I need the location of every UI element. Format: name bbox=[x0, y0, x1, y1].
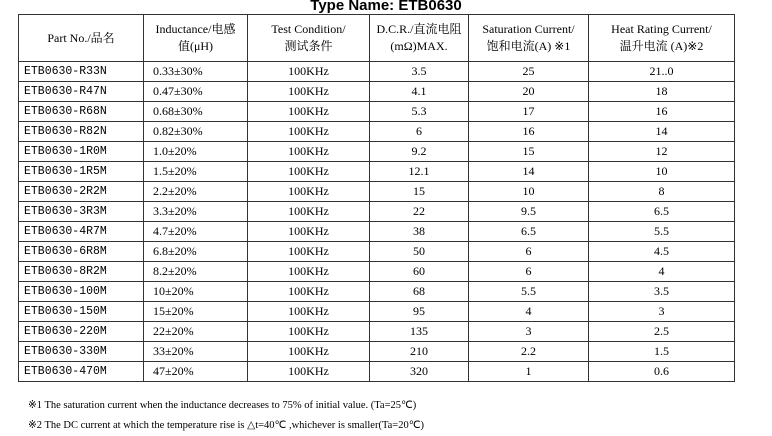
cell-part-no: ETB0630-100M bbox=[19, 282, 144, 302]
cell-inductance: 1.5±20% bbox=[144, 162, 248, 182]
cell-heat-rating-current: 1.5 bbox=[589, 342, 735, 362]
cell-dcr: 60 bbox=[370, 262, 469, 282]
cell-test-condition: 100KHz bbox=[248, 342, 370, 362]
cell-test-condition: 100KHz bbox=[248, 182, 370, 202]
header-heat-rating-current-line2: 温升电流 (A)※2 bbox=[619, 39, 704, 53]
cell-heat-rating-current: 2.5 bbox=[589, 322, 735, 342]
cell-inductance: 0.47±30% bbox=[144, 82, 248, 102]
cell-heat-rating-current: 8 bbox=[589, 182, 735, 202]
cell-saturation-current: 5.5 bbox=[469, 282, 589, 302]
page-title: Type Name: ETB0630 bbox=[310, 0, 462, 14]
table-row bbox=[19, 302, 735, 322]
cell-part-no: ETB0630-R33N bbox=[19, 62, 144, 82]
cell-part-no: ETB0630-1R5M bbox=[19, 162, 144, 182]
table-row bbox=[19, 202, 735, 222]
cell-saturation-current: 2.2 bbox=[469, 342, 589, 362]
cell-inductance: 15±20% bbox=[144, 302, 248, 322]
cell-inductance: 22±20% bbox=[144, 322, 248, 342]
cell-test-condition: 100KHz bbox=[248, 142, 370, 162]
table-header-row bbox=[19, 15, 735, 62]
cell-dcr: 3.5 bbox=[370, 62, 469, 82]
table-row bbox=[19, 282, 735, 302]
cell-test-condition: 100KHz bbox=[248, 262, 370, 282]
table-row bbox=[19, 222, 735, 242]
cell-test-condition: 100KHz bbox=[248, 102, 370, 122]
cell-saturation-current: 14 bbox=[469, 162, 589, 182]
header-inductance-line2: 值(μH) bbox=[177, 39, 214, 53]
cell-dcr: 15 bbox=[370, 182, 469, 202]
header-heat-rating-current-line1: Heat Rating Current/ bbox=[611, 22, 712, 36]
cell-saturation-current: 6 bbox=[469, 262, 589, 282]
cell-saturation-current: 20 bbox=[469, 82, 589, 102]
cell-heat-rating-current: 12 bbox=[589, 142, 735, 162]
cell-heat-rating-current: 4 bbox=[589, 262, 735, 282]
footnote-1: ※1 The saturation current when the inductance decreases to 75% of initial value. (Ta=25℃) bbox=[28, 400, 417, 411]
cell-part-no: ETB0630-R82N bbox=[19, 122, 144, 142]
cell-heat-rating-current: 0.6 bbox=[589, 362, 735, 382]
cell-inductance: 2.2±20% bbox=[144, 182, 248, 202]
cell-saturation-current: 16 bbox=[469, 122, 589, 142]
cell-inductance: 6.8±20% bbox=[144, 242, 248, 262]
cell-heat-rating-current: 14 bbox=[589, 122, 735, 142]
header-inductance-line1: Inductance/电感 bbox=[155, 22, 236, 36]
cell-test-condition: 100KHz bbox=[248, 202, 370, 222]
cell-dcr: 135 bbox=[370, 322, 469, 342]
cell-dcr: 320 bbox=[370, 362, 469, 382]
cell-heat-rating-current: 10 bbox=[589, 162, 735, 182]
table-row bbox=[19, 122, 735, 142]
cell-part-no: ETB0630-6R8M bbox=[19, 242, 144, 262]
cell-part-no: ETB0630-2R2M bbox=[19, 182, 144, 202]
table-row bbox=[19, 322, 735, 342]
spec-table bbox=[18, 14, 735, 382]
cell-inductance: 0.68±30% bbox=[144, 102, 248, 122]
cell-part-no: ETB0630-4R7M bbox=[19, 222, 144, 242]
cell-saturation-current: 1 bbox=[469, 362, 589, 382]
header-heat-rating-current bbox=[589, 15, 735, 62]
cell-part-no: ETB0630-150M bbox=[19, 302, 144, 322]
cell-dcr: 12.1 bbox=[370, 162, 469, 182]
cell-dcr: 38 bbox=[370, 222, 469, 242]
cell-saturation-current: 3 bbox=[469, 322, 589, 342]
table-row bbox=[19, 182, 735, 202]
header-dcr-line1: D.C.R./直流电阻 bbox=[376, 22, 462, 36]
table-row bbox=[19, 142, 735, 162]
cell-inductance: 10±20% bbox=[144, 282, 248, 302]
cell-saturation-current: 17 bbox=[469, 102, 589, 122]
cell-test-condition: 100KHz bbox=[248, 62, 370, 82]
cell-heat-rating-current: 18 bbox=[589, 82, 735, 102]
cell-saturation-current: 15 bbox=[469, 142, 589, 162]
header-saturation-current bbox=[469, 15, 589, 62]
cell-saturation-current: 6.5 bbox=[469, 222, 589, 242]
cell-inductance: 4.7±20% bbox=[144, 222, 248, 242]
header-part-no bbox=[19, 15, 144, 62]
cell-test-condition: 100KHz bbox=[248, 82, 370, 102]
cell-test-condition: 100KHz bbox=[248, 162, 370, 182]
cell-heat-rating-current: 3 bbox=[589, 302, 735, 322]
table-row bbox=[19, 62, 735, 82]
cell-part-no: ETB0630-1R0M bbox=[19, 142, 144, 162]
cell-heat-rating-current: 16 bbox=[589, 102, 735, 122]
cell-inductance: 3.3±20% bbox=[144, 202, 248, 222]
cell-dcr: 9.2 bbox=[370, 142, 469, 162]
table-row bbox=[19, 162, 735, 182]
cell-dcr: 210 bbox=[370, 342, 469, 362]
cell-saturation-current: 25 bbox=[469, 62, 589, 82]
cell-dcr: 95 bbox=[370, 302, 469, 322]
cell-heat-rating-current: 21..0 bbox=[589, 62, 735, 82]
table-row bbox=[19, 242, 735, 262]
cell-heat-rating-current: 5.5 bbox=[589, 222, 735, 242]
cell-test-condition: 100KHz bbox=[248, 222, 370, 242]
cell-inductance: 1.0±20% bbox=[144, 142, 248, 162]
cell-heat-rating-current: 6.5 bbox=[589, 202, 735, 222]
cell-dcr: 5.3 bbox=[370, 102, 469, 122]
cell-inductance: 0.82±30% bbox=[144, 122, 248, 142]
header-dcr-line2: (mΩ)MAX. bbox=[390, 39, 448, 53]
cell-dcr: 68 bbox=[370, 282, 469, 302]
table-row bbox=[19, 342, 735, 362]
cell-part-no: ETB0630-220M bbox=[19, 322, 144, 342]
header-part-no-label: Part No./品名 bbox=[47, 30, 115, 45]
cell-part-no: ETB0630-R68N bbox=[19, 102, 144, 122]
cell-part-no: ETB0630-3R3M bbox=[19, 202, 144, 222]
cell-part-no: ETB0630-330M bbox=[19, 342, 144, 362]
cell-part-no: ETB0630-470M bbox=[19, 362, 144, 382]
cell-test-condition: 100KHz bbox=[248, 242, 370, 262]
cell-test-condition: 100KHz bbox=[248, 282, 370, 302]
cell-inductance: 33±20% bbox=[144, 342, 248, 362]
header-inductance bbox=[144, 15, 248, 62]
cell-test-condition: 100KHz bbox=[248, 122, 370, 142]
cell-saturation-current: 4 bbox=[469, 302, 589, 322]
cell-inductance: 47±20% bbox=[144, 362, 248, 382]
cell-inductance: 8.2±20% bbox=[144, 262, 248, 282]
cell-heat-rating-current: 3.5 bbox=[589, 282, 735, 302]
cell-heat-rating-current: 4.5 bbox=[589, 242, 735, 262]
cell-dcr: 50 bbox=[370, 242, 469, 262]
cell-test-condition: 100KHz bbox=[248, 322, 370, 342]
header-saturation-current-line1: Saturation Current/ bbox=[482, 22, 575, 36]
table-body bbox=[19, 62, 735, 382]
cell-saturation-current: 9.5 bbox=[469, 202, 589, 222]
header-saturation-current-line2: 饱和电流(A) ※1 bbox=[486, 39, 571, 53]
cell-dcr: 22 bbox=[370, 202, 469, 222]
cell-test-condition: 100KHz bbox=[248, 302, 370, 322]
footnote-2: ※2 The DC current at which the temperature rise is △t=40℃ ,whichever is smaller(Ta=20℃) bbox=[28, 420, 425, 431]
cell-dcr: 4.1 bbox=[370, 82, 469, 102]
table-row bbox=[19, 262, 735, 282]
cell-dcr: 6 bbox=[370, 122, 469, 142]
cell-saturation-current: 10 bbox=[469, 182, 589, 202]
cell-test-condition: 100KHz bbox=[248, 362, 370, 382]
table-row bbox=[19, 102, 735, 122]
header-dcr bbox=[370, 15, 469, 62]
cell-saturation-current: 6 bbox=[469, 242, 589, 262]
table-row bbox=[19, 82, 735, 102]
header-test-condition-line1: Test Condition/ bbox=[271, 22, 346, 36]
table-row bbox=[19, 362, 735, 382]
cell-part-no: ETB0630-8R2M bbox=[19, 262, 144, 282]
header-test-condition-line2: 测试条件 bbox=[284, 39, 333, 53]
footnotes bbox=[28, 396, 424, 436]
cell-part-no: ETB0630-R47N bbox=[19, 82, 144, 102]
cell-inductance: 0.33±30% bbox=[144, 62, 248, 82]
header-test-condition bbox=[248, 15, 370, 62]
